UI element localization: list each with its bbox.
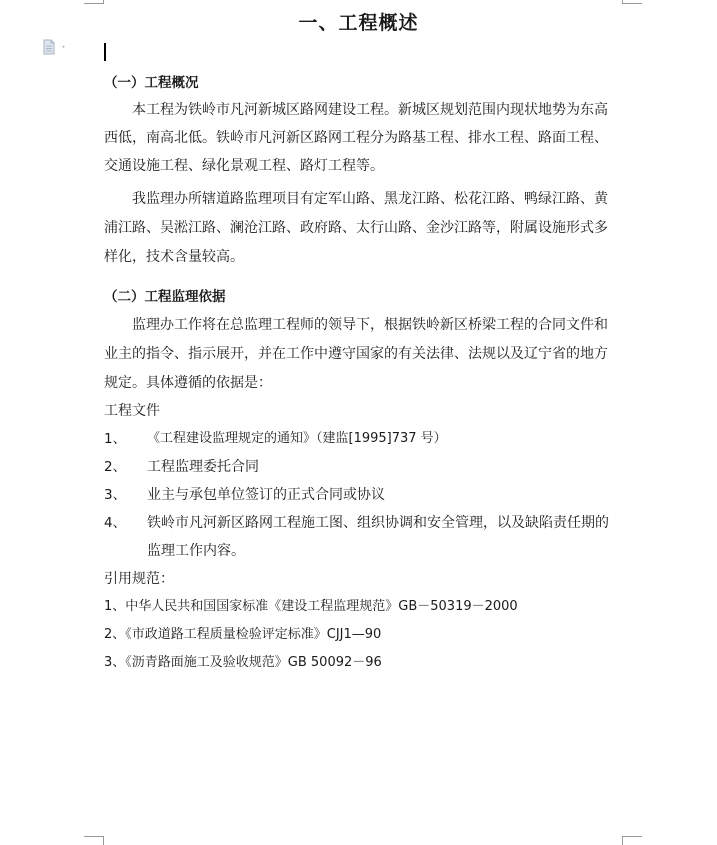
files-label: 工程文件 <box>104 403 160 419</box>
standard-item: 3、《沥青路面施工及验收规范》GB 50092－96 <box>104 655 382 670</box>
section-heading-basis: （二）工程监理依据 <box>104 289 226 305</box>
list-item-number: 1、 <box>104 431 127 447</box>
standards-label: 引用规范： <box>104 571 174 587</box>
list-item-text: 铁岭市凡河新区路网工程施工图、组织协调和安全管理，以及缺陷责任期的 <box>147 515 609 531</box>
corner-mark-bottom-left <box>84 833 104 842</box>
paragraph-line: 我监理办所辖道路监理项目有定军山路、黑龙江路、松花江路、鸭绿江路、黄 <box>132 191 608 207</box>
list-item-text: 《工程建设监理规定的通知》（建监[1995]737 号） <box>147 431 447 446</box>
paragraph-line: 样化，技术含量较高。 <box>104 249 244 265</box>
list-item-text: 工程监理委托合同 <box>147 459 259 475</box>
standard-item: 2、《市政道路工程质量检验评定标准》CJJ1—90 <box>104 627 382 642</box>
list-item-text: 监理工作内容。 <box>147 543 245 559</box>
document-icon[interactable] <box>42 39 70 55</box>
paragraph-line: 规定。具体遵循的依据是： <box>104 375 272 391</box>
list-item-number: 4、 <box>104 515 127 531</box>
page-title: 一、工程概述 <box>298 12 419 34</box>
list-item-number: 3、 <box>104 487 127 503</box>
text-cursor <box>104 43 106 61</box>
paragraph-line: 监理办工作将在总监理工程师的领导下，根据铁岭新区桥梁工程的合同文件和 <box>132 317 608 333</box>
paragraph-line: 浦江路、吴淞江路、澜沧江路、政府路、太行山路、金沙江路等，附属设施形式多 <box>104 220 608 236</box>
list-item-number: 2、 <box>104 459 127 475</box>
section-heading-overview: （一）工程概况 <box>104 75 199 91</box>
paragraph-line: 交通设施工程、绿化景观工程、路灯工程等。 <box>104 158 384 174</box>
corner-mark-bottom-right <box>622 833 642 842</box>
list-item-text: 业主与承包单位签订的正式合同或协议 <box>147 487 385 503</box>
paragraph-line: 本工程为铁岭市凡河新城区路网建设工程。新城区规划范围内现状地势为东高 <box>132 102 608 118</box>
paragraph-line: 业主的指令、指示展开，并在工作中遵守国家的有关法律、法规以及辽宁省的地方 <box>104 346 608 362</box>
standard-item: 1、中华人民共和国国家标准《建设工程监理规范》GB－50319－2000 <box>104 599 518 614</box>
paragraph-line: 西低，南高北低。铁岭市凡河新区路网工程分为路基工程、排水工程、路面工程、 <box>104 130 608 146</box>
